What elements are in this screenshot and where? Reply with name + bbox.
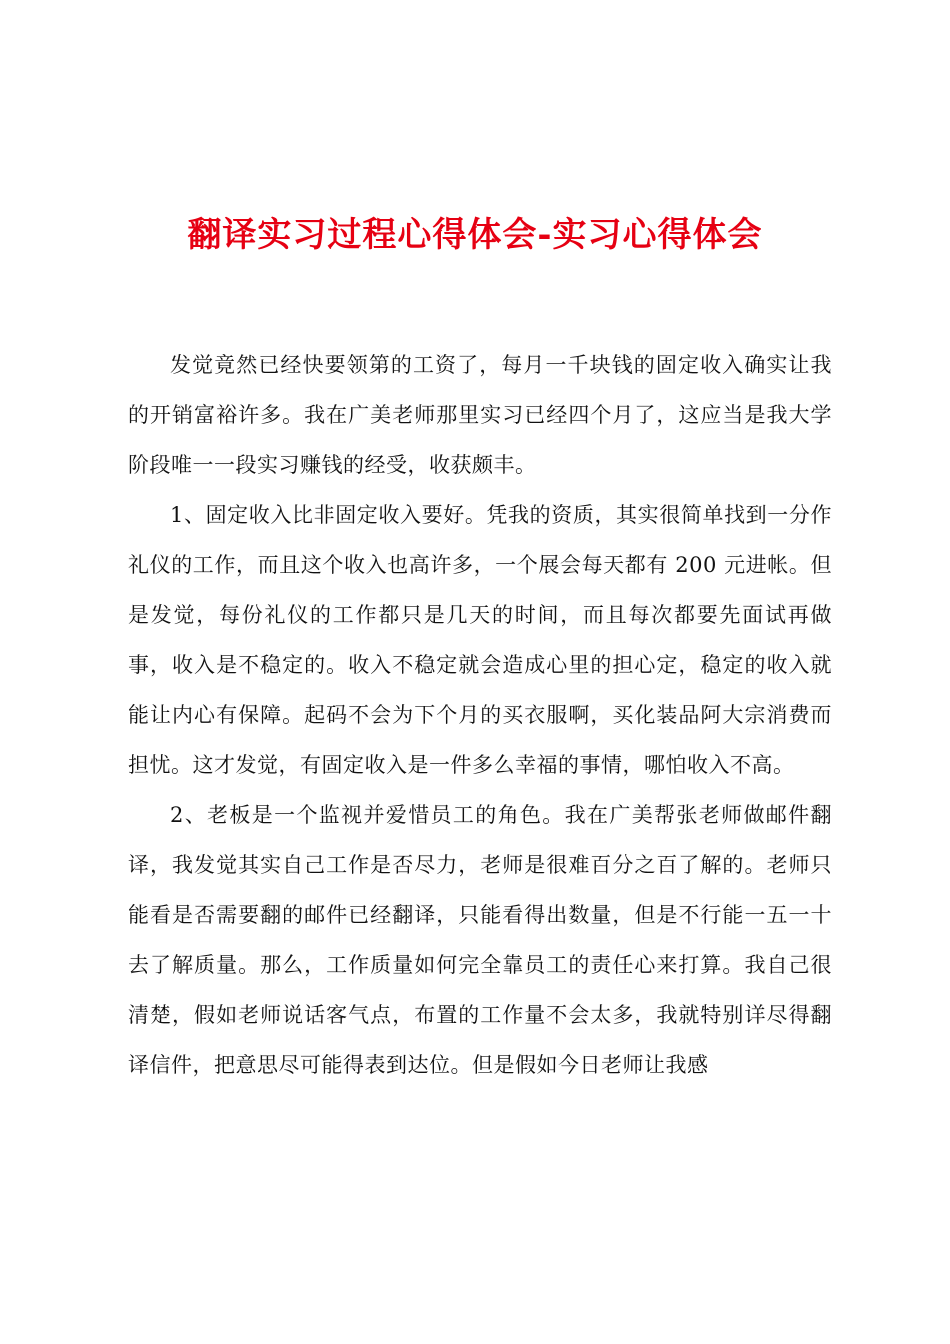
document-title: 翻译实习过程心得体会-实习心得体会 (187, 215, 763, 255)
paragraph-intro: 发觉竟然已经快要领第的工资了，每月一千块钱的固定收入确实让我的开销富裕许多。我在广美老师那里实习已经四个月了，这应当是我大学阶段唯一一段实习赚钱的经受，收获颇丰。 (128, 353, 832, 477)
document-body (128, 340, 832, 1090)
paragraph-point-2: 2、老板是一个监视并爱惜员工的角色。我在广美帮张老师做邮件翻译，我发觉其实自己工作是否尽力，老师是很难百分之百了解的。老师只能看是否需要翻的邮件已经翻译，只能看得出数量，但是不行能一五一十去了解质量。那么，工作质量如何完全靠员工的责任心来打算。我自己很清楚，假如老师说话客气点，布置的工作量不会太多，我就特别详尽得翻译信件，把意思尽可能得表到达位。但是假如今日老师让我感 (128, 803, 832, 1077)
paragraph-point-1: 1、固定收入比非固定收入要好。凭我的资质，其实很简单找到一分作礼仪的工作，而且这个收入也高许多，一个展会每天都有 200 元进帐。但是发觉，每份礼仪的工作都只是几天的时间，而且每次都要先面试再做事，收入是不稳定的。收入不稳定就会造成心里的担心定，稳定的收入就能让内心有保障。起码不会为下个月的买衣服啊，买化装品阿大宗消费而担忧。这才发觉，有固定收入是一件多么幸福的事情，哪怕收入不高。 (128, 503, 832, 777)
